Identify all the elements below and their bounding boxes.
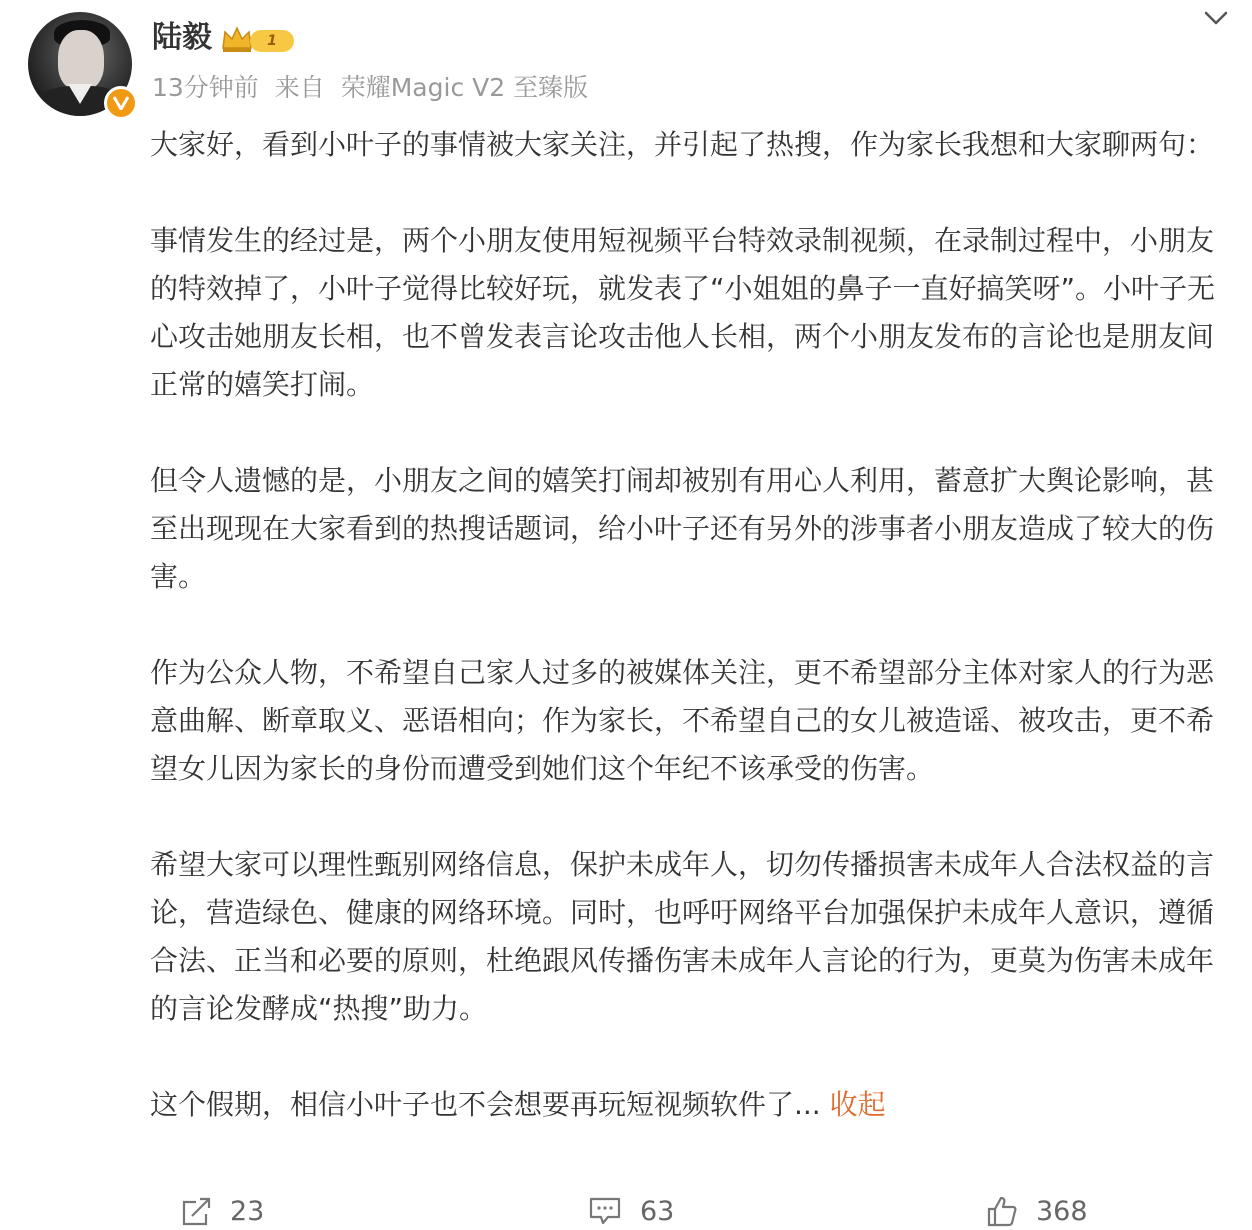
like-icon [986, 1195, 1018, 1227]
chevron-down-icon[interactable] [1202, 6, 1230, 30]
post-paragraph: 这个假期，相信小叶子也不会想要再玩短视频软件了... [150, 1088, 821, 1121]
level-badge: 1 [250, 30, 294, 52]
source-prefix: 来自 [274, 73, 325, 102]
action-bar [0, 1192, 1252, 1230]
like-count: 368 [1036, 1195, 1088, 1227]
post-time: 13分钟前 [152, 73, 259, 102]
collapse-link[interactable]: 收起 [829, 1088, 886, 1121]
post-meta [152, 70, 596, 106]
post-paragraph: 大家好，看到小叶子的事情被大家关注，并引起了热搜，作为家长我想和大家聊两句： [150, 128, 1215, 161]
device-name[interactable]: 荣耀Magic V2 至臻版 [340, 73, 589, 102]
post-paragraph: 但令人遗憾的是，小朋友之间的嬉笑打闹却被别有用心人利用，蓄意扩大舆论影响，甚至出现现在大家看到的热搜话题词，给小叶子还有另外的涉事者小朋友造成了较大的伤害。 [150, 464, 1215, 593]
comment-icon [588, 1196, 622, 1226]
repost-icon [180, 1196, 212, 1226]
post-paragraph: 希望大家可以理性甄别网络信息，保护未成年人，切勿传播损害未成年人合法权益的言论，营造绿色、健康的网络环境。同时，也呼吁网络平台加强保护未成年人意识，遵循合法、正当和必要的原则，杜绝跟风传播伤害未成年人言论的行为，更莫为伤害未成年的言论发酵成“热搜”助力。 [150, 848, 1215, 1025]
post-last-paragraph [150, 1081, 1232, 1129]
like-button[interactable] [986, 1192, 1088, 1230]
avatar-face [58, 30, 104, 90]
crown-icon [220, 24, 254, 54]
comment-count: 63 [640, 1195, 675, 1227]
repost-button[interactable] [180, 1192, 264, 1230]
post-body [150, 121, 1232, 1129]
username[interactable]: 陆毅 [152, 20, 212, 55]
post-header [0, 0, 1252, 125]
repost-count: 23 [230, 1195, 265, 1227]
post-paragraph: 事情发生的经过是，两个小朋友使用短视频平台特效录制视频，在录制过程中，小朋友的特效掉了，小叶子觉得比较好玩，就发表了“小姐姐的鼻子一直好搞笑呀”。小叶子无心攻击她朋友长相，也不曾发表言论攻击他人长相，两个小朋友发布的言论也是朋友间正常的嬉笑打闹。 [150, 224, 1216, 401]
post-paragraph: 作为公众人物，不希望自己家人过多的被媒体关注，更不希望部分主体对家人的行为恶意曲解、断章取义、恶语相向；作为家长，不希望自己的女儿被造谣、被攻击，更不希望女儿因为家长的身份而遭受到她们这个年纪不该承受的伤害。 [150, 656, 1215, 785]
comment-button[interactable] [588, 1192, 674, 1230]
verified-badge-icon [104, 86, 138, 120]
